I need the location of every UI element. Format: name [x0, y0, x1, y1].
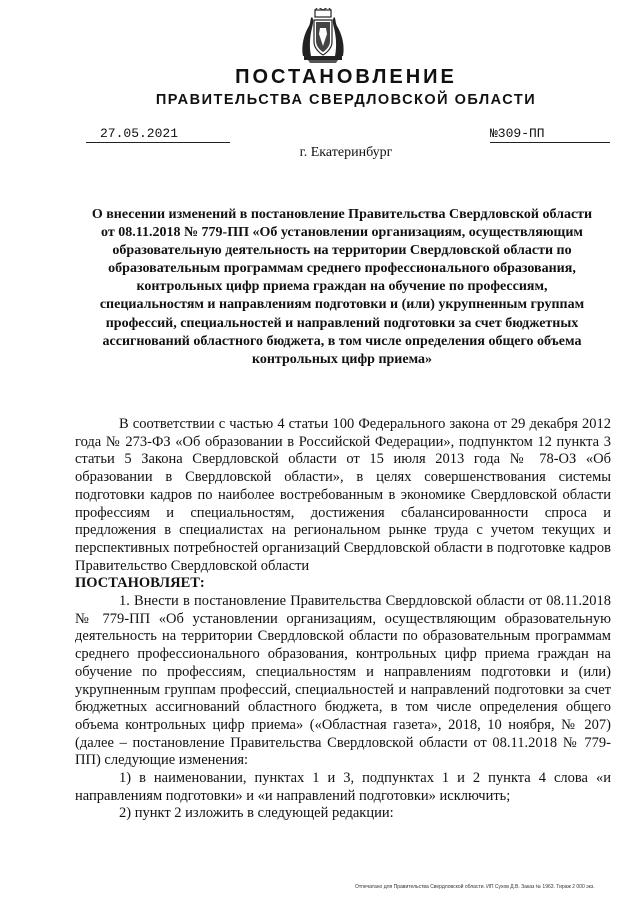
- print-footer: Отпечатано для Правительства Свердловской области. ИП Сухов Д.В. Заказ № 1963. Тираж 2 000 экз.: [355, 884, 595, 890]
- document-body: [75, 416, 611, 823]
- document-heading: О внесении изменений в постановление Правительства Свердловской области от 08.11.2018 № 779-ПП «Об установлении организациям, осуществляющим образовательную деятельность на территории Свердловской области по образовательным программам среднего профессионального образования, контрольных цифр приема граждан на обучение по профессиям, специальностям и направлениям подготовки и (или) укрупненным группам профессий, специальностей и направлений подготовки за счет бюджетных ассигнований областного бюджета, в том числе определения общего объема контрольных цифр приема»: [91, 207, 593, 367]
- subitem-1-paragraph: 1) в наименовании, пунктах 1 и 3, подпунктах 1 и 2 пункта 4 слова «и направлениям подготовки» и «и направлений подготовки» исключить;: [75, 770, 611, 804]
- document-date: 27.05.2021: [86, 126, 230, 143]
- item-1-paragraph: 1. Внести в постановление Правительства Свердловской области от 08.11.2018 № 779-ПП «Об установлении организациям, осуществляющим образовательную деятельность на территории Свердловской области по образовательным программам среднего профессионального образования, контрольных цифр приема граждан на обучение по профессиям, специальностям и направлениям подготовки и (или) укрупненным группам профессий, специальностей и направлений подготовки за счет бюджетных ассигнований областного бюджета, в том числе определения общего объема контрольных цифр приема» («Областная газета», 2018, 10 ноября, № 207) (далее – постановление Правительства Свердловской области от 08.11.2018 № 779-ПП) следующие изменения:: [75, 593, 611, 769]
- document-title: ПОСТАНОВЛЕНИЕ: [235, 66, 457, 88]
- document-subtitle: ПРАВИТЕЛЬСТВА СВЕРДЛОВСКОЙ ОБЛАСТИ: [155, 92, 537, 108]
- subitem-2-paragraph: 2) пункт 2 изложить в следующей редакции:: [119, 805, 394, 822]
- coat-of-arms-icon: [300, 8, 346, 64]
- decree-word: ПОСТАНОВЛЯЕТ:: [75, 575, 205, 592]
- preamble-paragraph: В соответствии с частью 4 статьи 100 Федерального закона от 29 декабря 2012 года № 273-ФЗ «Об образовании в Российской Федерации», подпунктом 12 пункта 3 статьи 5 Закона Свердловской области от 15 июля 2013 года № 78-ОЗ «Об образовании в Свердловской области», в целях совершенствования системы подготовки кадров по наиболее востребованным в экономике Свердловской области профессиям и специальностям, достижения сбалансированности спроса и предложения в специалистах на региональном рынке труда с учетом текущих и перспективных потребностей организаций Свердловской области в подготовке кадров Правительство Свердловской области: [75, 416, 611, 574]
- document-city: г. Екатеринбург: [299, 145, 393, 160]
- document-number: №309-ПП: [490, 126, 610, 143]
